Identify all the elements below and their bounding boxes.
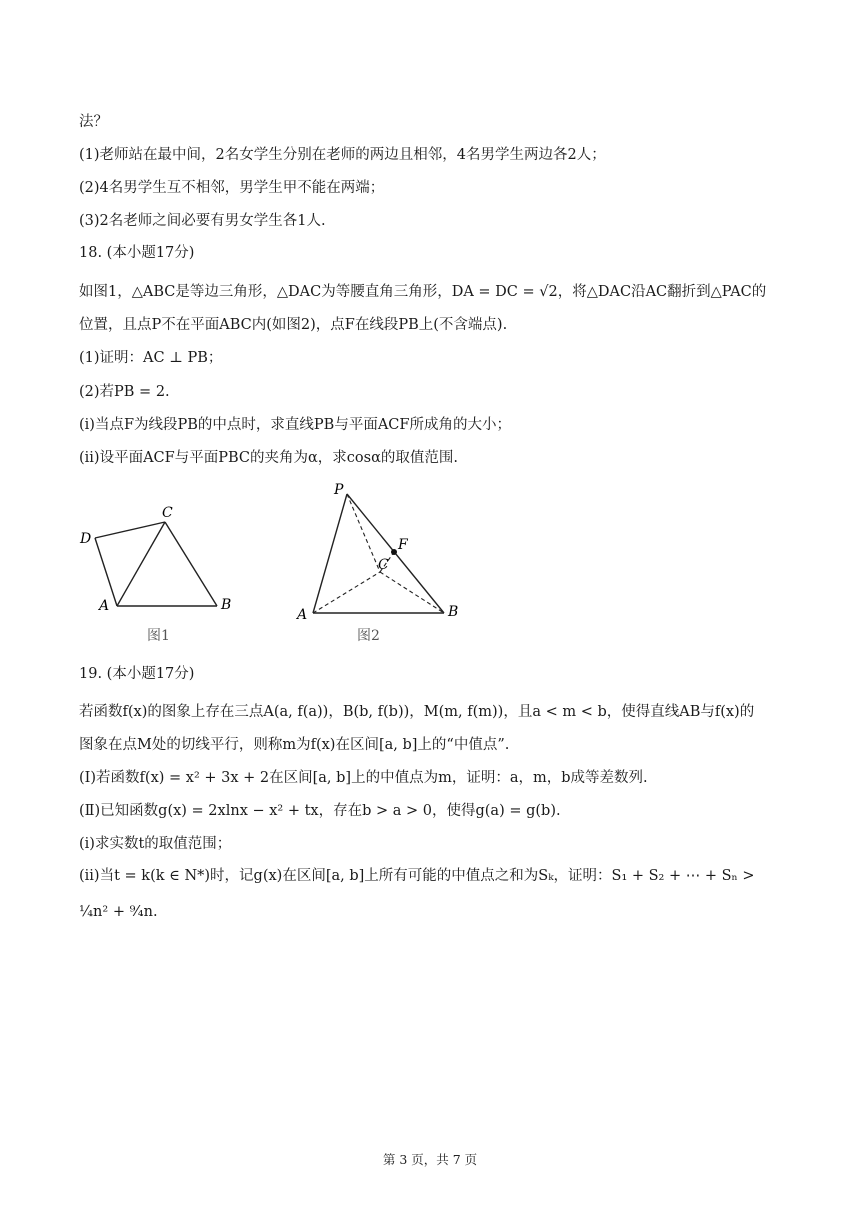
fig2-label-c: C xyxy=(378,557,389,573)
text-line-9: (2)若PB = 2. xyxy=(79,384,170,400)
text-line-13: 若函数f(x)的图象上存在三点A(a, f(a))，B(b, f(b))，M(m, f(m))，且a < m < b，使得直线AB与f(x)的 xyxy=(79,704,755,720)
text-line-4: (3)2名老师之间必要有男女学生各1人. xyxy=(79,213,326,229)
text-line-11: (ii)设平面ACF与平面PBC的夹角为α，求cosα的取值范围. xyxy=(79,450,458,466)
fig2-caption: 图2 xyxy=(357,628,380,644)
text-line-18: (ii)当t = k(k ∈ N*)时，记g(x)在区间[a, b]上所有可能的中值点之和为Sₖ，证明：S₁ + S₂ + ⋯ + Sₙ > xyxy=(79,868,755,884)
fig1-caption: 图1 xyxy=(147,628,170,644)
text-line-14: 图象在点M处的切线平行，则称m为f(x)在区间[a, b]上的“中值点”. xyxy=(79,737,510,753)
page-footer: 第 3 页，共 7 页 xyxy=(382,1152,478,1167)
text-line-1: 法？ xyxy=(79,114,108,130)
fig2-label-a: A xyxy=(297,607,308,623)
text-line-7: 位置，且点P不在平面ABC内(如图2)，点F在线段PB上(不含端点). xyxy=(79,317,508,333)
fig2-label-b: B xyxy=(448,604,459,620)
text-line-6: 如图1，△ABC是等边三角形，△DAC为等腰直角三角形，DA = DC = √2，将△DAC沿AC翻折到△PAC的 xyxy=(79,284,767,300)
fig2-label-p: P xyxy=(334,482,344,498)
text-line-17: (i)求实数t的取值范围； xyxy=(79,836,232,852)
text-line-10: (i)当点F为线段PB的中点时，求直线PB与平面ACF所成角的大小； xyxy=(79,417,511,433)
fig2-label-f: F xyxy=(398,537,408,553)
point-f-dot xyxy=(391,549,397,555)
text-line-3: (2)4名男学生互不相邻，男学生甲不能在两端； xyxy=(79,180,385,196)
geometry-figures xyxy=(70,478,490,648)
fig1-label-d: D xyxy=(80,531,92,547)
fig1-label-b: B xyxy=(221,597,232,613)
figure-1 xyxy=(79,505,231,644)
text-line-2: (1)老师站在最中间，2名女学生分别在老师的两边且相邻，4名男学生两边各2人； xyxy=(79,147,606,163)
text-line-19: ¼n² + ⁹⁄₄n. xyxy=(79,904,158,920)
question-19-heading: 19. (本小题17分) xyxy=(79,666,195,682)
text-line-15: (Ⅰ)若函数f(x) = x² + 3x + 2在区间[a, b]上的中值点为m，证明：a，m，b成等差数列. xyxy=(79,770,648,786)
fig1-label-a: A xyxy=(99,598,110,614)
text-line-8: (1)证明：AC ⊥ PB； xyxy=(79,350,223,366)
question-18-heading: 18. (本小题17分) xyxy=(79,245,195,261)
fig1-label-c: C xyxy=(162,505,173,521)
figure-2 xyxy=(295,482,458,644)
text-line-16: (Ⅱ)已知函数g(x) = 2xlnx − x² + tx，存在b > a > 0，使得g(a) = g(b). xyxy=(79,803,561,819)
